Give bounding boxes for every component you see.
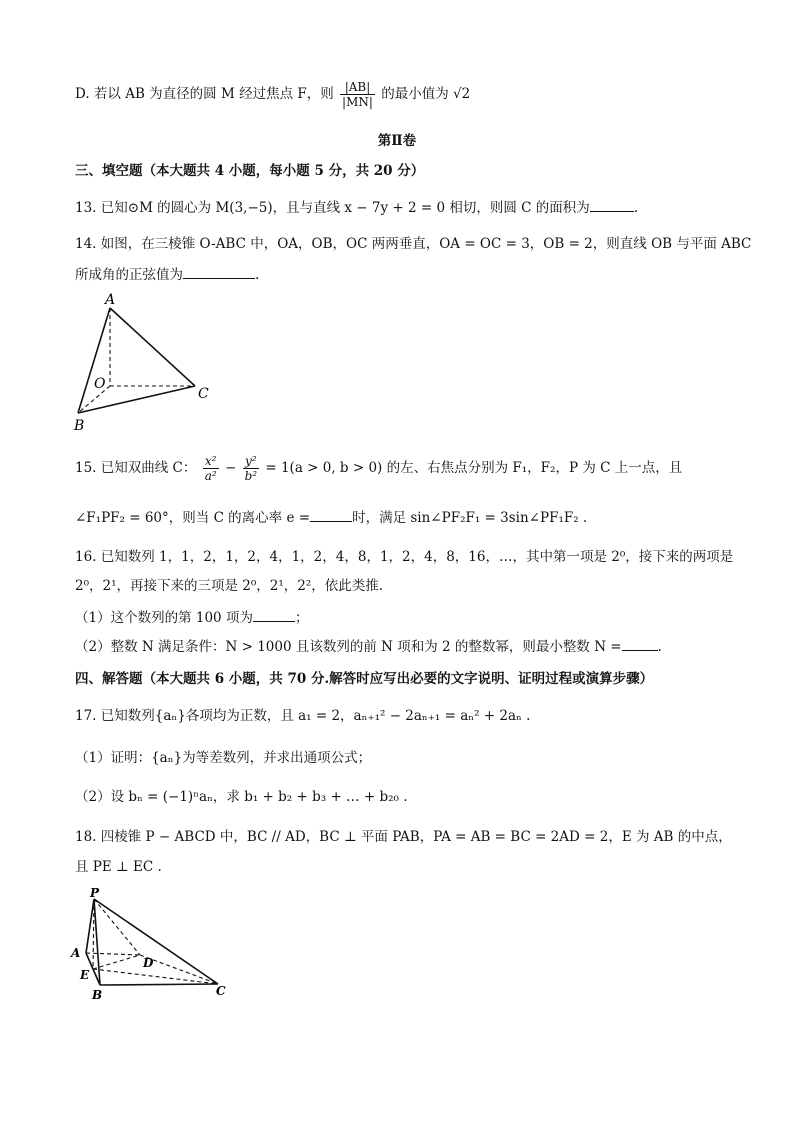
fraction1-denominator: a² [204, 469, 217, 483]
question-14-line2 [75, 266, 259, 284]
y2-over-b2-fraction [243, 454, 260, 483]
answer-blank-16-2 [622, 638, 658, 651]
question-17-part2: （2）设 bₙ = (−1)ⁿaₙ，求 b₁ + b₂ + b₃ + … + b₂₀ . [75, 789, 408, 805]
label-d: D [143, 956, 154, 970]
question-18-line1: 18. 四棱锥 P − ABCD 中，BC // AD，BC ⊥ 平面 PAB，PA = AB = BC = 2AD = 2，E 为 AB 的中点， [75, 829, 732, 845]
label-e: E [80, 968, 90, 982]
edge-ac [110, 308, 195, 386]
label-a: A [71, 946, 81, 960]
section3-title: 三、填空题（本大题共 4 小题，每小题 5 分，共 20 分） [75, 163, 425, 179]
question-13 [75, 199, 638, 217]
tetrahedron-figure [70, 288, 220, 438]
label-b: B [92, 988, 103, 1002]
edge-ab [78, 308, 110, 413]
pyramid-figure [66, 885, 236, 1005]
question-18-line2: 且 PE ⊥ EC . [75, 859, 162, 875]
x2-over-a2-fraction [203, 454, 219, 483]
label-c: C [198, 386, 209, 402]
edge-pd [94, 899, 140, 955]
question-16-part1-end: ； [294, 610, 309, 626]
question-13-end: . [633, 200, 639, 216]
question-15-line1 [75, 452, 682, 484]
question-16-part1-text: （1）这个数列的第 100 项为 [75, 610, 253, 626]
ab-over-mn-fraction [340, 80, 375, 109]
question-16-part2-text: （2）整数 N 满足条件：N > 1000 且该数列的前 N 项和为 2 的整数幂，则最小整数 N = [75, 639, 622, 655]
fraction1-numerator: x² [203, 454, 219, 469]
question-16-part2-end: . [657, 639, 662, 655]
fraction-numerator: |AB| [340, 80, 375, 95]
fraction-denominator: |MN| [342, 95, 373, 109]
option-d-suffix: 的最小值为 √2 [381, 86, 471, 102]
question-14-text: 所成角的正弦值为 [75, 267, 183, 283]
volume-title: 第Ⅱ卷 [377, 133, 417, 149]
segment-ed [93, 955, 140, 969]
question-16-line1: 16. 已知数列 1，1，2，1，2，4，1，2，4，8，1，2，4，8，16，…，其中第一项是 2⁰，接下来的两项是 [75, 549, 734, 565]
answer-blank-14 [183, 266, 255, 279]
fraction2-denominator: b² [244, 469, 258, 483]
question-15-line2-a: ∠F₁PF₂ = 60°，则当 C 的离心率 e = [75, 510, 311, 526]
question-15-prefix: 15. 已知双曲线 C： [75, 460, 197, 476]
option-d [75, 80, 470, 109]
label-c: C [216, 984, 226, 998]
question-15-suffix: = 1(a > 0, b > 0) 的左、右焦点分别为 F₁，F₂，P 为 C 上一点，且 [265, 460, 683, 476]
label-a: A [105, 292, 116, 308]
question-17-line1: 17. 已知数列{aₙ}各项均为正数，且 a₁ = 2，aₙ₊₁² − 2aₙ₊₁ = aₙ² + 2aₙ . [75, 708, 531, 724]
label-b: B [74, 418, 85, 434]
section4-title: 四、解答题（本大题共 6 小题，共 70 分.解答时应写出必要的文字说明、证明过程或演算步骤） [75, 671, 654, 687]
edge-pc [94, 899, 218, 984]
question-16-part2 [75, 638, 662, 656]
minus-sign: − [224, 460, 237, 476]
answer-blank-16-1 [253, 609, 295, 622]
answer-blank-13 [590, 199, 634, 212]
edge-bc [100, 984, 218, 985]
question-17-part1: （1）证明：{aₙ}为等差数列，并求出通项公式； [75, 750, 372, 766]
question-16-line2: 2⁰，2¹，再接下来的三项是 2⁰，2¹，2²，依此类推. [75, 578, 384, 594]
question-15-line2 [75, 509, 587, 527]
question-15-line2-b: 时，满足 sin∠PF₂F₁ = 3sin∠PF₁F₂ . [352, 510, 588, 526]
label-o: O [94, 376, 106, 392]
question-13-text: 13. 已知⊙M 的圆心为 M(3,−5)，且与直线 x − 7y + 2 = 0 相切，则圆 C 的面积为 [75, 200, 590, 216]
question-16-part1 [75, 609, 308, 627]
label-p: P [90, 886, 100, 900]
question-14-line1: 14. 如图，在三棱锥 O-ABC 中，OA，OB，OC 两两垂直，OA = OC = 3，OB = 2，则直线 OB 与平面 ABC [75, 236, 752, 252]
option-d-prefix: D. 若以 AB 为直径的圆 M 经过焦点 F，则 [75, 86, 334, 102]
answer-blank-15 [310, 509, 352, 522]
fraction2-numerator: y² [243, 454, 260, 469]
edge-ad [86, 953, 140, 955]
question-14-end: . [255, 267, 260, 283]
